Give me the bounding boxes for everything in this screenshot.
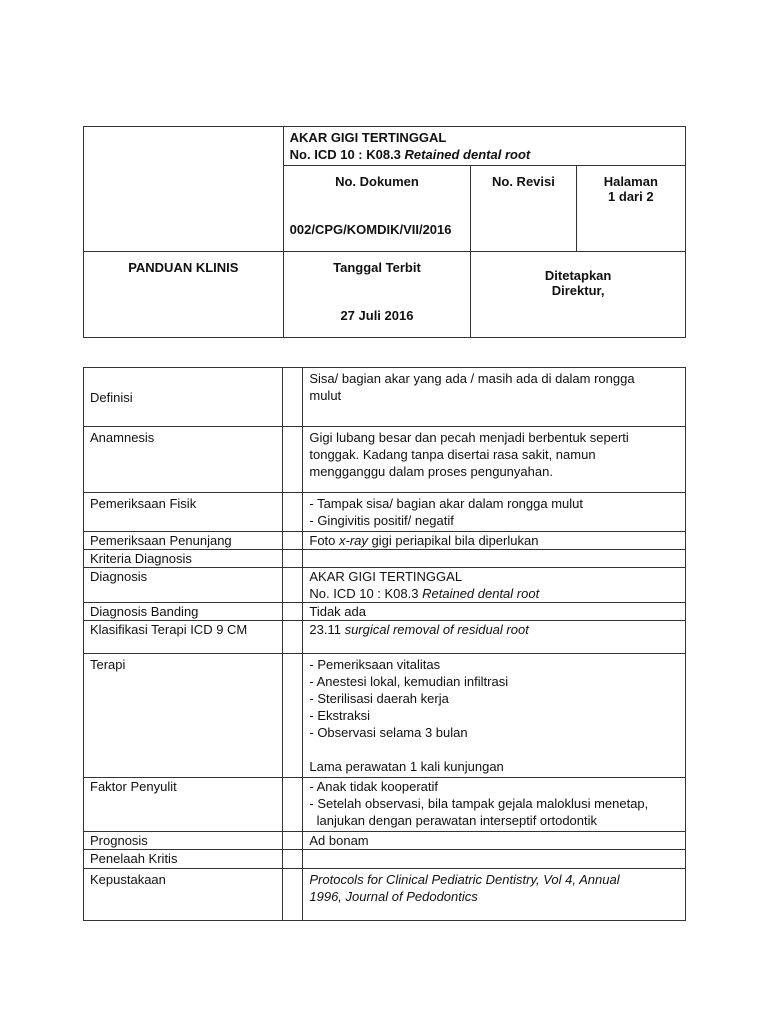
terapi-item: - Sterilisasi daerah kerja	[309, 691, 449, 706]
faktor-penyulit-line: lanjukan dengan perawatan interseptif ortodontik	[309, 813, 598, 828]
terapi-item: - Ekstraksi	[309, 708, 371, 723]
table-row	[84, 621, 686, 654]
table-row	[84, 869, 686, 921]
row-label-diagnosis: Diagnosis	[84, 568, 283, 603]
row-value-diagnosis	[303, 568, 686, 603]
icd-prefix: No. ICD 10 : K08.3	[289, 147, 405, 162]
separator-cell	[283, 550, 303, 568]
penunjang-pre: Foto	[309, 533, 339, 548]
panduan-klinis-label: PANDUAN KLINIS	[128, 260, 239, 275]
row-label-terapi: Terapi	[84, 654, 283, 778]
diagnosis-line: AKAR GIGI TERTINGGAL	[309, 569, 463, 584]
table-row	[84, 532, 686, 550]
row-value-definisi	[303, 368, 686, 427]
table-row	[84, 493, 686, 532]
table-row	[84, 550, 686, 568]
faktor-penyulit-line: - Setelah observasi, bila tampak gejala maloklusi menetap,	[309, 796, 649, 811]
document-title: AKAR GIGI TERTINGGAL	[289, 130, 447, 145]
row-value-prognosis: Ad bonam	[303, 832, 686, 850]
row-value-terapi	[303, 654, 686, 778]
document-header-table	[83, 126, 686, 338]
penunjang-post: gigi periapikal bila diperlukan	[367, 533, 539, 548]
row-label-pemeriksaan-penunjang: Pemeriksaan Penunjang	[84, 532, 283, 550]
row-value-kepustakaan	[303, 869, 686, 921]
terapi-spacer	[309, 741, 679, 758]
no-dokumen-value: 002/CPG/KOMDIK/VII/2016	[289, 222, 452, 237]
separator-cell	[283, 532, 303, 550]
direktur-label: Direktur,	[551, 283, 605, 298]
row-label-anamnesis: Anamnesis	[84, 427, 283, 493]
row-label-faktor-penyulit: Faktor Penyulit	[84, 778, 283, 832]
logo-area	[84, 127, 284, 252]
penunjang-italic: x-ray	[339, 533, 368, 548]
table-row	[84, 568, 686, 603]
document-icd	[290, 146, 679, 163]
anamnesis-line: tonggak. Kadang tanpa disertai rasa sakit, namun	[309, 447, 596, 462]
icd-name: Retained dental root	[404, 147, 531, 162]
diagnosis-icd-line	[309, 585, 679, 602]
anamnesis-line: mengganggu dalam proses pengunyahan.	[309, 464, 553, 479]
row-value-faktor-penyulit	[303, 778, 686, 832]
clinical-guide-table	[83, 367, 686, 921]
separator-cell	[283, 603, 303, 621]
tanggal-terbit-value: 27 Juli 2016	[340, 308, 414, 323]
row-label-kepustakaan: Kepustakaan	[84, 869, 283, 921]
row-value-pemeriksaan-fisik	[303, 493, 686, 532]
terapi-item: - Observasi selama 3 bulan	[309, 725, 468, 740]
separator-cell	[283, 621, 303, 654]
tanggal-terbit-label: Tanggal Terbit	[333, 260, 421, 275]
table-row	[84, 368, 686, 427]
anamnesis-line: Gigi lubang besar dan pecah menjadi berbentuk seperti	[309, 430, 629, 445]
pemeriksaan-fisik-line: - Tampak sisa/ bagian akar dalam rongga mulut	[309, 496, 584, 511]
kepustakaan-line: Protocols for Clinical Pediatric Dentistry, Vol 4, Annual	[309, 872, 620, 887]
separator-cell	[283, 869, 303, 921]
table-row	[84, 778, 686, 832]
definisi-line: Sisa/ bagian akar yang ada / masih ada di dalam rongga	[309, 371, 635, 386]
separator-cell	[283, 427, 303, 493]
halaman-cell	[576, 166, 685, 252]
row-value-diagnosis-banding: Tidak ada	[303, 603, 686, 621]
ditetapkan-cell	[471, 252, 686, 338]
no-dokumen-cell	[283, 166, 471, 252]
row-label-pemeriksaan-fisik: Pemeriksaan Fisik	[84, 493, 283, 532]
tanggal-terbit-cell	[283, 252, 471, 338]
separator-cell	[283, 850, 303, 869]
separator-cell	[283, 654, 303, 778]
definisi-line: mulut	[309, 388, 342, 403]
no-revisi-label: No. Revisi	[492, 174, 555, 189]
separator-cell	[283, 568, 303, 603]
halaman-label: Halaman	[603, 174, 658, 189]
row-value-klasifikasi	[303, 621, 686, 654]
terapi-lama: Lama perawatan 1 kali kunjungan	[309, 759, 504, 774]
table-row	[84, 832, 686, 850]
row-label-prognosis: Prognosis	[84, 832, 283, 850]
separator-cell	[283, 368, 303, 427]
ditetapkan-label: Ditetapkan	[544, 268, 612, 283]
panduan-klinis-cell	[84, 252, 284, 338]
diagnosis-icd-name: Retained dental root	[422, 586, 540, 601]
table-row	[84, 427, 686, 493]
diagnosis-icd-prefix: No. ICD 10 : K08.3	[309, 586, 423, 601]
row-value-penelaah-kritis	[303, 850, 686, 869]
pemeriksaan-fisik-line: - Gingivitis positif/ negatif	[309, 513, 454, 528]
separator-cell	[283, 493, 303, 532]
separator-cell	[283, 832, 303, 850]
row-value-pemeriksaan-penunjang	[303, 532, 686, 550]
row-label-klasifikasi: Klasifikasi Terapi ICD 9 CM	[84, 621, 283, 654]
kepustakaan-line: 1996, Journal of Pedodontics	[309, 889, 478, 904]
header-title-cell	[283, 127, 685, 166]
table-row	[84, 654, 686, 778]
table-row	[84, 603, 686, 621]
terapi-item: - Pemeriksaan vitalitas	[309, 657, 441, 672]
row-label-kriteria-diagnosis: Kriteria Diagnosis	[84, 550, 283, 568]
terapi-item: - Anestesi lokal, kemudian infiltrasi	[309, 674, 509, 689]
no-dokumen-label: No. Dokumen	[335, 174, 419, 189]
klasifikasi-italic: surgical removal of residual root	[344, 622, 529, 637]
row-value-kriteria-diagnosis	[303, 550, 686, 568]
klasifikasi-code: 23.11	[309, 622, 345, 637]
faktor-penyulit-line: - Anak tidak kooperatif	[309, 779, 439, 794]
row-value-anamnesis	[303, 427, 686, 493]
table-row	[84, 850, 686, 869]
no-revisi-cell	[471, 166, 576, 252]
row-label-diagnosis-banding: Diagnosis Banding	[84, 603, 283, 621]
separator-cell	[283, 778, 303, 832]
row-label-definisi: Definisi	[84, 368, 283, 427]
row-label-penelaah-kritis: Penelaah Kritis	[84, 850, 283, 869]
halaman-value: 1 dari 2	[608, 189, 654, 204]
